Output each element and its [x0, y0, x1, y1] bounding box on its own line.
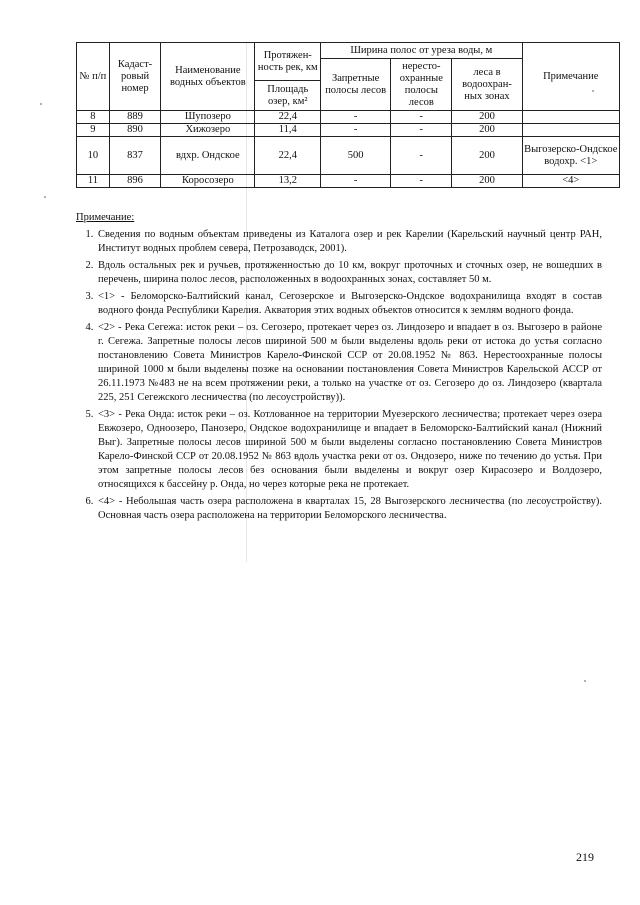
notes-list: [76, 228, 602, 523]
scan-dot: [584, 680, 586, 682]
note-item: 3. <1> - Беломорско-Балтийский канал, Сегозерское и Выгозерско-Ондское водохранилища входят в состав водного фонда Республики Карелия. Акватория этих водных объектов относится к землям водного фонда.: [96, 290, 602, 318]
cell-cadastral: 837: [109, 137, 160, 175]
cell-name: Хижозеро: [161, 124, 255, 137]
cell-name: вдхр. Ондское: [161, 137, 255, 175]
cell-name: Шупозеро: [161, 111, 255, 124]
header-area: Площадь озер, км²: [255, 81, 321, 111]
header-protective: Запретные полосы лесов: [321, 59, 391, 111]
header-spawning: нересто-охранные полосы лесов: [391, 59, 452, 111]
header-waterprot: леса в водоохран-ных зонах: [452, 59, 522, 111]
header-name: Наименование водных объектов: [161, 43, 255, 111]
cell-name: Коросозеро: [161, 175, 255, 188]
scan-dot: [40, 103, 42, 105]
cell-num: 11: [77, 175, 110, 188]
cell-spawning: -: [391, 111, 452, 124]
note-item: 4. <2> - Река Сегежа: исток реки – оз. Сегозеро, протекает через оз. Линдозеро и впадает в оз. Выгозеро в районе г. Сегежа. Запретные полосы лесов шириной 500 м были выделены вдоль реки от истока до устья согласно постановлению Совета Министров Карело-Финской ССР от 20.08.1952 № 863. Нерестоохранные полосы шириной 1000 м были выделены позже на основании постановления Совета Министров Карельской АССР от 26.11.1973 №483 не на всем протяжении реки, а только на участке от оз. Сегозеро до оз. Линдозеро (квартала 225, 251 Сегежского лесничества (по лесоустройству)).: [96, 321, 602, 405]
cell-protective: -: [321, 124, 391, 137]
cell-num: 9: [77, 124, 110, 137]
cell-spawning: -: [391, 137, 452, 175]
cell-cadastral: 890: [109, 124, 160, 137]
header-length: Протяжен-ность рек, км: [255, 43, 321, 81]
cell-spawning: -: [391, 175, 452, 188]
notes-section: [76, 211, 602, 526]
header-width-group: Ширина полос от уреза воды, м: [321, 43, 522, 59]
cell-protective: 500: [321, 137, 391, 175]
table-row: [77, 175, 620, 188]
cell-waterprot: 200: [452, 124, 522, 137]
cell-size: 22,4: [255, 137, 321, 175]
note-item: 2. Вдоль остальных рек и ручьев, протяженностью до 10 км, вокруг проточных и сточных озер, не вошедших в перечень, ширина полос лесов, расположенных в водоохранных зонах, составляет 50 м.: [96, 259, 602, 287]
cell-note: Выгозерско-Ондское водохр. <1>: [522, 137, 619, 175]
cell-note: <4>: [522, 175, 619, 188]
note-item: 1. Сведения по водным объектам приведены из Каталога озер и рек Карелии (Карельский научный центр РАН, Институт водных проблем севера, Петрозаводск, 2001).: [96, 228, 602, 256]
cell-num: 10: [77, 137, 110, 175]
table-row: [77, 124, 620, 137]
water-objects-table: [76, 42, 620, 188]
cell-waterprot: 200: [452, 111, 522, 124]
cell-protective: -: [321, 175, 391, 188]
cell-size: 22,4: [255, 111, 321, 124]
header-note: Примечание: [522, 43, 619, 111]
cell-note: [522, 124, 619, 137]
notes-title: Примечание:: [76, 212, 135, 223]
cell-size: 11,4: [255, 124, 321, 137]
table-row: [77, 137, 620, 175]
note-item: 5. <3> - Река Онда: исток реки – оз. Котлованное на территории Муезерского лесничества; протекает через озера Евжозеро, Одноозеро, Панозеро, Ондское водохранилище и впадает в Беломорско-Балтийский канал (Нижний Выг). Запретные полосы лесов шириной 500 м были выделены согласно постановлению Совета Министров Карело-Финской ССР от 20.08.1952 № 863 вдоль участка реки от оз. Ондозеро, ниже по течению до устья. При этом запретные полосы лесов без основания были выделены и вокруг озер Кирасозеро и Волдозеро, относящихся к бассейну р. Онда, но через которые река не протекает.: [96, 408, 602, 492]
cell-cadastral: 889: [109, 111, 160, 124]
header-cadastral: Кадаст-ровый номер: [109, 43, 160, 111]
cell-spawning: -: [391, 124, 452, 137]
cell-waterprot: 200: [452, 137, 522, 175]
table-row: [77, 111, 620, 124]
header-num: № п/п: [77, 43, 110, 111]
cell-protective: -: [321, 111, 391, 124]
cell-cadastral: 896: [109, 175, 160, 188]
cell-note: [522, 111, 619, 124]
cell-num: 8: [77, 111, 110, 124]
note-item: 6. <4> - Небольшая часть озера расположена в кварталах 15, 28 Выгозерского лесничества (по лесоустройству). Основная часть озера расположена на территории Беломорского лесничества.: [96, 495, 602, 523]
scan-dot: [44, 196, 46, 198]
cell-waterprot: 200: [452, 175, 522, 188]
page-number: 219: [576, 850, 594, 864]
cell-size: 13,2: [255, 175, 321, 188]
